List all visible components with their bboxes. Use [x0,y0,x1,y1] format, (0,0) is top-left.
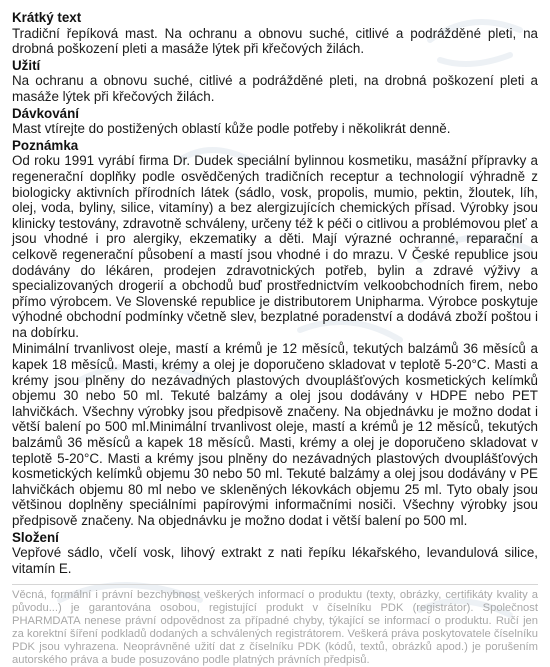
section-slozeni [12,530,538,577]
section-davkovani [12,106,538,137]
section-uziti [12,58,538,105]
section-heading: Krátký text [12,10,82,25]
section-paragraph: Mast vtírejte do postižených oblastí kůže podle potřeby i několikrát denně. [12,121,451,137]
section-heading: Poznámka [12,137,79,153]
section-paragraph: Na ochranu a obnovu suché, citlivé a podrážděné pleti, na drobná poškození pleti a masáže lýtek při křečových žilách. [12,73,538,104]
section-heading: Dávkování [12,105,79,121]
section-paragraph: Tradiční řepíková mast. Na ochranu a obnovu suché, citlivé a podrážděné pleti, na drobná poškození pleti a masáže lýtek při křečových žilách. [12,25,538,57]
divider [12,584,538,585]
section-paragraph: Vepřové sádlo, včelí vosk, lihový extrakt z nati řepíku lékařského, levandulová silice, vitamín E. [12,545,538,576]
legal-disclaimer: Věcná, formální i právní bezchybnost veškerých informací o produktu (texty, obrázky, certifikáty kvality a původu...) je garantována osobou, registující produkt v číselníku PDK (registrátor). Společnost PHARMDATA nenese právní odpovědnost za případné chyby, týkající se informací o produktu. Ručí jen za korektní šíření podkladů dodaných a schválených registrátorem. Veškerá práva poskytovatele číselníku PDK jsou vyhrazena. Neoprávněné užití dat z číselníku PDK (kódů, textů, obrázků apod.) je porušením autorského práva a bude posuzováno podle platných právních předpisů. [12,589,538,667]
section-heading: Složení [12,529,59,545]
section-heading: Užití [12,57,41,73]
section-kratky-text [12,10,538,57]
section-paragraph: Od roku 1991 vyrábí firma Dr. Dudek speciální bylinnou kosmetiku, masážní přípravky a regenerační doplňky podle osvědčených tradičních receptur a technologií výhradně z biologicky aktivních přírodních látek (sádlo, vosk, propolis, mumio, pektin, žloutek, líh, olej, voda, byliny, silice, vitamíny) a bez alergizujících chemických přísad. Výrobky jsou klinicky testovány, zdravotně schváleny, určeny též k péči o citlivou a problémovou pleť a jsou vhodné i pro alergiky, ekzematiky a děti. Mají výrazné ochranné, reparační a celkově regenerační působení a mastí jsou vhodné i do mrazu. V České republice jsou dodávány do lékáren, prodejen zdravotnických potřeb, bylin a zdravé výživy a specializovaných drogerií a obchodů buď prostřednictvím velkoobchodních firem, nebo přímo výrobcem. Ve Slovenské republice je distributorem Unipharma. Výrobce poskytuje výhodné obchodní podmínky včetně slev, bezplatné poradenství a dodává zboží poštou i na dobírku. [12,153,538,340]
section-paragraph: Minimální trvanlivost oleje, mastí a krémů je 12 měsíců, tekutých balzámů 36 měsíců a kapek 18 měsíců. Masti, krémy a olej je doporučeno skladovat v teplotě 5-20°C. Masti a krémy jsou plněny do nezávadných plastových dvouplášťových kosmetických kelímků objemu 30 nebo 50 ml. Tekuté balzámy a olej jsou dodávány v HDPE nebo PET lahvičkách. Všechny výrobky jsou předpisově značeny. Na objednávku je možno dodat i větší balení po 500 ml.Minimální trvanlivost oleje, mastí a krémů je 12 měsíců, tekutých balzámů 36 měsíců a kapek 18 měsíců. Masti, krémy a olej je doporučeno skladovat v teplotě 5-20°C. Masti a krémy jsou plněny do nezávadných plastových dvouplášťových kosmetických kelímků objemu 30 nebo 50 ml. Tekuté balzámy a olej jsou dodávány v PE lahvičkách objemu 80 ml nebo ve skleněných lékovkách objemu 25 ml. Tyto obaly jsou většinou doplněny speciálními papírovými informačními nosiči. Všechny výrobky jsou předpisově značeny. Na objednávku je možno dodat i větší balení po 500 ml. [12,341,538,528]
section-poznamka [12,138,538,529]
